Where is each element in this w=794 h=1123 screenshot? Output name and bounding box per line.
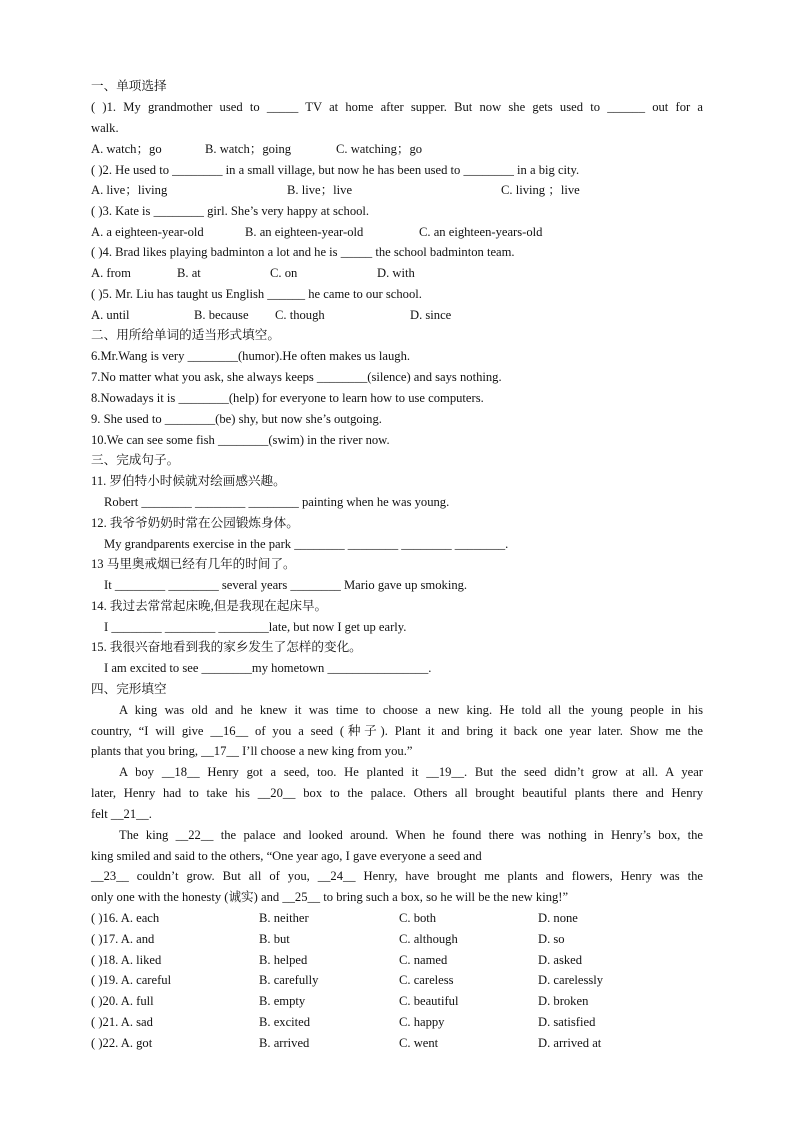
passage-line: __23__ couldn’t grow. But all of you, __24__ Henry, have brought me plants and flowers, Henry was the	[91, 869, 703, 883]
option: B. excited	[259, 1015, 311, 1029]
passage-line: king smiled and said to the others, “One year ago, I gave everyone a seed and	[91, 849, 482, 863]
question-1-cont: walk.	[91, 121, 119, 135]
option: B. neither	[259, 911, 309, 925]
section-heading: 二、用所给单词的适当形式填空。	[91, 328, 280, 342]
option: A. until	[91, 308, 130, 322]
question-7: 7.No matter what you ask, she always keeps ________(silence) and says nothing.	[91, 370, 502, 384]
option: C. named	[399, 953, 448, 967]
option: D. asked	[538, 953, 583, 967]
option: A. a eighteen-year-old	[91, 225, 204, 239]
option: B. empty	[259, 994, 306, 1008]
option: ( )19. A. careful	[91, 973, 172, 987]
passage-line: A king was old and he knew it was time to choose a new king. He told all the young people in his	[119, 703, 703, 717]
passage-line: later, Henry had to take his __20__ box to the palace. Others all brought beautiful plants there and Henry	[91, 786, 703, 800]
question-4-options	[91, 265, 703, 281]
question-13-chinese: 13 马里奥戒烟已经有几年的时间了。	[91, 557, 296, 571]
option: C. living ；live	[501, 183, 580, 197]
question-14-chinese: 14. 我过去常常起床晚,但是我现在起床早。	[91, 599, 328, 613]
question-17-options	[91, 931, 703, 947]
option: D. since	[410, 308, 452, 322]
passage-line: felt __21__.	[91, 807, 152, 821]
option: A. watch；go	[91, 142, 162, 156]
passage-line: only one with the honesty (诚实) and __25__ to bring such a box, so he will be the new king!”	[91, 890, 569, 904]
question-5: ( )5. Mr. Liu has taught us English ______ he came to our school.	[91, 287, 422, 301]
question-16-options	[91, 910, 703, 926]
option: C. beautiful	[399, 994, 459, 1008]
option: B. watch；going	[205, 142, 292, 156]
section-heading: 三、完成句子。	[91, 453, 180, 467]
option: C. an eighteen-years-old	[419, 225, 543, 239]
question-11-english: Robert ________ ________ ________ painting when he was young.	[104, 495, 450, 509]
option: B. helped	[259, 953, 308, 967]
question-18-options	[91, 952, 703, 968]
option: C. watching；go	[336, 142, 423, 156]
question-8: 8.Nowadays it is ________(help) for everyone to learn how to use computers.	[91, 391, 484, 405]
option: C. careless	[399, 973, 454, 987]
option: C. on	[270, 266, 298, 280]
option: B. at	[177, 266, 201, 280]
question-2: ( )2. He used to ________ in a small village, but now he has been used to ________ in a big city.	[91, 163, 580, 177]
question-12-chinese: 12. 我爷爷奶奶时常在公园锻炼身体。	[91, 516, 299, 530]
option: D. with	[377, 266, 415, 280]
question-22-options	[91, 1035, 703, 1051]
question-3-options	[91, 224, 703, 240]
option: C. although	[399, 932, 458, 946]
option: D. arrived at	[538, 1036, 602, 1050]
question-13-english: It ________ ________ several years ________ Mario gave up smoking.	[104, 578, 468, 592]
option: D. broken	[538, 994, 589, 1008]
option: C. both	[399, 911, 437, 925]
option: B. carefully	[259, 973, 319, 987]
option: A. from	[91, 266, 131, 280]
option: ( )22. A. got	[91, 1036, 153, 1050]
option: ( )21. A. sad	[91, 1015, 153, 1029]
option: ( )18. A. liked	[91, 953, 162, 967]
question-12-english: My grandparents exercise in the park ________ ________ ________ ________.	[104, 537, 509, 551]
passage-line: plants that you bring, __17__ I’ll choose a new king from you.”	[91, 744, 413, 758]
option: ( )16. A. each	[91, 911, 160, 925]
option: C. happy	[399, 1015, 445, 1029]
passage-line: country, “I will give __16__ of you a seed (种子). Plant it and bring it back one year later. Show me the	[91, 724, 703, 738]
option: B. because	[194, 308, 249, 322]
option: D. none	[538, 911, 578, 925]
option: B. an eighteen-year-old	[245, 225, 364, 239]
option: A. live；living	[91, 183, 168, 197]
option: D. carelessly	[538, 973, 604, 987]
question-19-options	[91, 972, 703, 988]
option: B. live；live	[287, 183, 353, 197]
question-15-english: I am excited to see ________my hometown ________________.	[104, 661, 432, 675]
option: C. went	[399, 1036, 439, 1050]
section-heading: 一、单项选择	[91, 79, 167, 93]
question-9: 9. She used to ________(be) shy, but now she’s outgoing.	[91, 412, 382, 426]
option: B. arrived	[259, 1036, 310, 1050]
option: D. satisfied	[538, 1015, 596, 1029]
option: ( )20. A. full	[91, 994, 154, 1008]
question-21-options	[91, 1014, 703, 1030]
question-3: ( )3. Kate is ________ girl. She’s very happy at school.	[91, 204, 370, 218]
passage-line: The king __22__ the palace and looked around. When he found there was nothing in Henry’s box, the	[119, 828, 703, 842]
passage-line: A boy __18__ Henry got a seed, too. He planted it __19__. But the seed didn’t grow at all. A year	[119, 765, 703, 779]
question-20-options	[91, 993, 703, 1009]
question-4: ( )4. Brad likes playing badminton a lot and he is _____ the school badminton team.	[91, 245, 515, 259]
question-5-options	[91, 307, 703, 323]
question-11-chinese: 11. 罗伯特小时候就对绘画感兴趣。	[91, 474, 286, 488]
question-10: 10.We can see some fish ________(swim) in the river now.	[91, 433, 390, 447]
option: D. so	[538, 932, 565, 946]
option: B. but	[259, 932, 290, 946]
question-2-options	[91, 182, 703, 198]
question-14-english: I ________ ________ ________late, but now I get up early.	[104, 620, 407, 634]
question-6: 6.Mr.Wang is very ________(humor).He often makes us laugh.	[91, 349, 411, 363]
section-heading: 四、完形填空	[91, 682, 167, 696]
option: C. though	[275, 308, 325, 322]
question-1: ( )1. My grandmother used to _____ TV at home after supper. But now she gets used to ______ out for a	[91, 100, 703, 114]
question-15-chinese: 15. 我很兴奋地看到我的家乡发生了怎样的变化。	[91, 640, 362, 654]
question-1-options	[91, 141, 703, 157]
option: ( )17. A. and	[91, 932, 155, 946]
